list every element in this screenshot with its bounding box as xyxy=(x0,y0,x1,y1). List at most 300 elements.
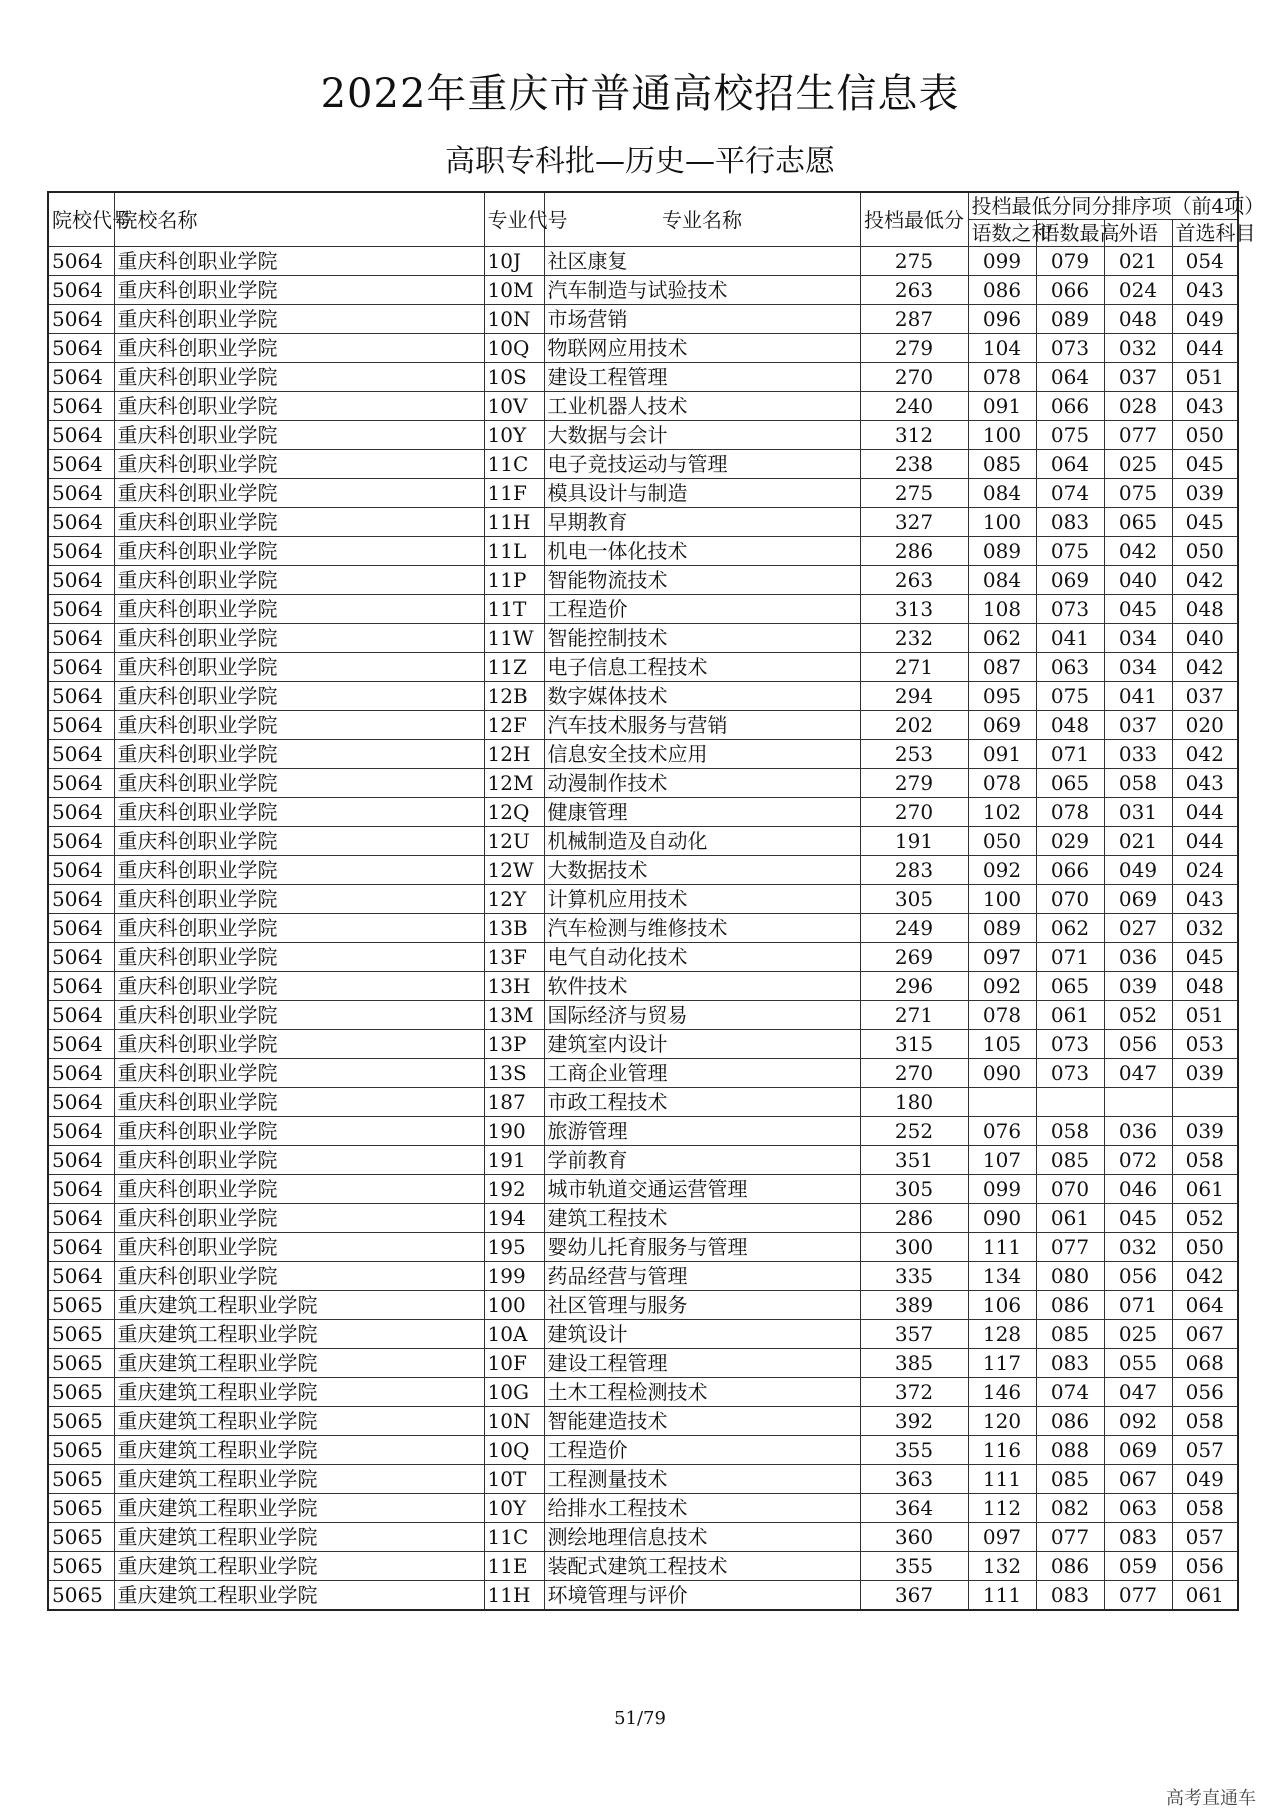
cell-major-name: 动漫制作技术 xyxy=(544,769,860,798)
table-row xyxy=(48,1030,1238,1059)
cell-school-code: 5065 xyxy=(48,1291,114,1320)
table-row xyxy=(48,856,1238,885)
cell-max-chinese-math: 061 xyxy=(1036,1001,1104,1030)
cell-major-code: 12W xyxy=(484,856,544,885)
header-major-name: 专业名称 xyxy=(544,192,860,247)
cell-school-code: 5064 xyxy=(48,653,114,682)
cell-min-score: 253 xyxy=(860,740,968,769)
cell-sum-chinese-math: 132 xyxy=(968,1552,1036,1581)
cell-school-code: 5065 xyxy=(48,1581,114,1611)
cell-school-name: 重庆科创职业学院 xyxy=(114,972,484,1001)
cell-max-chinese-math: 085 xyxy=(1036,1465,1104,1494)
cell-foreign-language: 058 xyxy=(1104,769,1172,798)
cell-major-name: 建设工程管理 xyxy=(544,363,860,392)
table-row xyxy=(48,595,1238,624)
cell-first-subject: 042 xyxy=(1172,1262,1238,1291)
cell-max-chinese-math: 086 xyxy=(1036,1407,1104,1436)
cell-sum-chinese-math: 111 xyxy=(968,1581,1036,1611)
cell-first-subject: 045 xyxy=(1172,450,1238,479)
cell-first-subject: 051 xyxy=(1172,363,1238,392)
cell-max-chinese-math: 048 xyxy=(1036,711,1104,740)
cell-major-code: 11F xyxy=(484,479,544,508)
cell-school-name: 重庆科创职业学院 xyxy=(114,276,484,305)
cell-max-chinese-math: 058 xyxy=(1036,1117,1104,1146)
cell-first-subject: 032 xyxy=(1172,914,1238,943)
cell-min-score: 300 xyxy=(860,1233,968,1262)
cell-school-name: 重庆科创职业学院 xyxy=(114,566,484,595)
cell-foreign-language: 047 xyxy=(1104,1059,1172,1088)
admission-table xyxy=(47,191,1265,1611)
cell-major-name: 建筑设计 xyxy=(544,1320,860,1349)
table-row xyxy=(48,1552,1238,1581)
cell-school-name: 重庆科创职业学院 xyxy=(114,740,484,769)
cell-min-score: 263 xyxy=(860,276,968,305)
table-row xyxy=(48,740,1238,769)
cell-major-code: 11C xyxy=(484,1523,544,1552)
cell-major-name: 工程造价 xyxy=(544,595,860,624)
cell-major-code: 11L xyxy=(484,537,544,566)
cell-school-name: 重庆科创职业学院 xyxy=(114,1030,484,1059)
cell-min-score: 286 xyxy=(860,1204,968,1233)
cell-first-subject: 056 xyxy=(1172,1552,1238,1581)
cell-major-name: 测绘地理信息技术 xyxy=(544,1523,860,1552)
cell-major-code: 10T xyxy=(484,1465,544,1494)
cell-first-subject: 044 xyxy=(1172,798,1238,827)
cell-school-code: 5065 xyxy=(48,1320,114,1349)
cell-min-score: 269 xyxy=(860,943,968,972)
cell-foreign-language: 037 xyxy=(1104,711,1172,740)
cell-first-subject: 058 xyxy=(1172,1146,1238,1175)
cell-sum-chinese-math: 102 xyxy=(968,798,1036,827)
cell-school-code: 5064 xyxy=(48,1117,114,1146)
cell-school-code: 5064 xyxy=(48,566,114,595)
cell-school-code: 5064 xyxy=(48,769,114,798)
cell-first-subject: 037 xyxy=(1172,682,1238,711)
cell-foreign-language: 092 xyxy=(1104,1407,1172,1436)
header-major-code: 专业代号 xyxy=(484,192,544,247)
cell-major-code: 194 xyxy=(484,1204,544,1233)
cell-major-code: 10J xyxy=(484,247,544,276)
cell-school-name: 重庆科创职业学院 xyxy=(114,479,484,508)
cell-min-score: 252 xyxy=(860,1117,968,1146)
cell-school-name: 重庆科创职业学院 xyxy=(114,682,484,711)
cell-school-name: 重庆建筑工程职业学院 xyxy=(114,1320,484,1349)
cell-major-name: 大数据与会计 xyxy=(544,421,860,450)
cell-min-score: 296 xyxy=(860,972,968,1001)
cell-school-code: 5064 xyxy=(48,711,114,740)
cell-foreign-language: 027 xyxy=(1104,914,1172,943)
cell-max-chinese-math: 073 xyxy=(1036,1059,1104,1088)
table-row xyxy=(48,1059,1238,1088)
cell-school-code: 5065 xyxy=(48,1552,114,1581)
table-row xyxy=(48,392,1238,421)
cell-first-subject: 042 xyxy=(1172,653,1238,682)
cell-major-name: 汽车技术服务与营销 xyxy=(544,711,860,740)
table-row xyxy=(48,1204,1238,1233)
table-row xyxy=(48,247,1238,276)
cell-major-code: 10S xyxy=(484,363,544,392)
cell-sum-chinese-math: 062 xyxy=(968,624,1036,653)
cell-sum-chinese-math: 096 xyxy=(968,305,1036,334)
cell-school-name: 重庆科创职业学院 xyxy=(114,624,484,653)
cell-foreign-language: 045 xyxy=(1104,1204,1172,1233)
table-row xyxy=(48,276,1238,305)
cell-min-score: 202 xyxy=(860,711,968,740)
corner-mark: 高考直通车 xyxy=(1166,1788,1256,1809)
table-row xyxy=(48,1001,1238,1030)
cell-major-code: 10N xyxy=(484,1407,544,1436)
cell-first-subject: 042 xyxy=(1172,566,1238,595)
cell-school-code: 5064 xyxy=(48,1001,114,1030)
cell-foreign-language xyxy=(1104,1088,1172,1117)
cell-sum-chinese-math: 097 xyxy=(968,943,1036,972)
cell-school-code: 5065 xyxy=(48,1436,114,1465)
cell-major-name: 学前教育 xyxy=(544,1146,860,1175)
header-foreign-language: 外语 xyxy=(1104,220,1172,247)
cell-major-code: 12U xyxy=(484,827,544,856)
cell-major-name: 旅游管理 xyxy=(544,1117,860,1146)
cell-major-name: 软件技术 xyxy=(544,972,860,1001)
cell-school-code: 5064 xyxy=(48,508,114,537)
cell-foreign-language: 059 xyxy=(1104,1552,1172,1581)
cell-school-code: 5064 xyxy=(48,914,114,943)
cell-sum-chinese-math: 089 xyxy=(968,537,1036,566)
cell-sum-chinese-math: 108 xyxy=(968,595,1036,624)
cell-major-name: 土木工程检测技术 xyxy=(544,1378,860,1407)
cell-school-code: 5064 xyxy=(48,740,114,769)
cell-school-code: 5064 xyxy=(48,972,114,1001)
cell-major-name: 电气自动化技术 xyxy=(544,943,860,972)
table-row xyxy=(48,1175,1238,1204)
header-school-name: 院校名称 xyxy=(114,192,484,247)
cell-max-chinese-math: 086 xyxy=(1036,1552,1104,1581)
cell-major-name: 汽车检测与维修技术 xyxy=(544,914,860,943)
table-row xyxy=(48,334,1238,363)
cell-sum-chinese-math: 134 xyxy=(968,1262,1036,1291)
cell-school-code: 5064 xyxy=(48,682,114,711)
cell-foreign-language: 033 xyxy=(1104,740,1172,769)
cell-foreign-language: 052 xyxy=(1104,1001,1172,1030)
cell-major-name: 婴幼儿托育服务与管理 xyxy=(544,1233,860,1262)
cell-max-chinese-math: 079 xyxy=(1036,247,1104,276)
header-school-code: 院校代号 xyxy=(48,192,114,247)
cell-max-chinese-math: 029 xyxy=(1036,827,1104,856)
cell-foreign-language: 055 xyxy=(1104,1349,1172,1378)
cell-school-name: 重庆建筑工程职业学院 xyxy=(114,1291,484,1320)
cell-sum-chinese-math: 104 xyxy=(968,334,1036,363)
cell-first-subject: 057 xyxy=(1172,1436,1238,1465)
page-subtitle: 高职专科批—历史—平行志愿 xyxy=(445,144,835,179)
cell-foreign-language: 036 xyxy=(1104,1117,1172,1146)
cell-school-code: 5064 xyxy=(48,421,114,450)
cell-major-name: 汽车制造与试验技术 xyxy=(544,276,860,305)
table-row xyxy=(48,1436,1238,1465)
cell-sum-chinese-math: 111 xyxy=(968,1233,1036,1262)
cell-first-subject: 050 xyxy=(1172,421,1238,450)
cell-min-score: 287 xyxy=(860,305,968,334)
cell-min-score: 238 xyxy=(860,450,968,479)
cell-first-subject: 039 xyxy=(1172,1117,1238,1146)
table-row xyxy=(48,421,1238,450)
cell-sum-chinese-math: 120 xyxy=(968,1407,1036,1436)
page-title: 2022年重庆市普通高校招生信息表 xyxy=(320,71,960,117)
cell-first-subject: 058 xyxy=(1172,1494,1238,1523)
cell-max-chinese-math: 041 xyxy=(1036,624,1104,653)
header-sort-group: 投档最低分同分排序项（前4项） xyxy=(968,192,1238,220)
cell-foreign-language: 049 xyxy=(1104,856,1172,885)
cell-min-score: 355 xyxy=(860,1552,968,1581)
cell-major-code: 11Z xyxy=(484,653,544,682)
cell-max-chinese-math: 088 xyxy=(1036,1436,1104,1465)
cell-first-subject: 050 xyxy=(1172,537,1238,566)
cell-min-score: 364 xyxy=(860,1494,968,1523)
cell-min-score: 305 xyxy=(860,1175,968,1204)
cell-school-name: 重庆科创职业学院 xyxy=(114,1001,484,1030)
cell-min-score: 270 xyxy=(860,798,968,827)
cell-foreign-language: 040 xyxy=(1104,566,1172,595)
cell-school-name: 重庆科创职业学院 xyxy=(114,305,484,334)
cell-major-code: 11T xyxy=(484,595,544,624)
cell-sum-chinese-math: 090 xyxy=(968,1204,1036,1233)
cell-foreign-language: 048 xyxy=(1104,305,1172,334)
cell-foreign-language: 056 xyxy=(1104,1262,1172,1291)
cell-max-chinese-math: 082 xyxy=(1036,1494,1104,1523)
cell-first-subject: 064 xyxy=(1172,1291,1238,1320)
cell-school-code: 5064 xyxy=(48,479,114,508)
cell-school-code: 5065 xyxy=(48,1523,114,1552)
cell-foreign-language: 028 xyxy=(1104,392,1172,421)
cell-school-code: 5064 xyxy=(48,392,114,421)
cell-foreign-language: 021 xyxy=(1104,827,1172,856)
cell-sum-chinese-math: 107 xyxy=(968,1146,1036,1175)
cell-major-code: 11C xyxy=(484,450,544,479)
cell-min-score: 283 xyxy=(860,856,968,885)
cell-school-name: 重庆科创职业学院 xyxy=(114,363,484,392)
cell-max-chinese-math: 065 xyxy=(1036,972,1104,1001)
cell-max-chinese-math: 073 xyxy=(1036,1030,1104,1059)
cell-first-subject: 061 xyxy=(1172,1581,1238,1611)
cell-max-chinese-math: 069 xyxy=(1036,566,1104,595)
cell-school-code: 5064 xyxy=(48,624,114,653)
cell-school-name: 重庆科创职业学院 xyxy=(114,769,484,798)
cell-major-code: 10Y xyxy=(484,421,544,450)
cell-min-score: 271 xyxy=(860,1001,968,1030)
table-row xyxy=(48,972,1238,1001)
cell-sum-chinese-math: 085 xyxy=(968,450,1036,479)
cell-school-code: 5064 xyxy=(48,363,114,392)
cell-major-name: 装配式建筑工程技术 xyxy=(544,1552,860,1581)
cell-school-code: 5064 xyxy=(48,798,114,827)
cell-major-name: 工业机器人技术 xyxy=(544,392,860,421)
cell-major-name: 环境管理与评价 xyxy=(544,1581,860,1611)
cell-sum-chinese-math: 146 xyxy=(968,1378,1036,1407)
cell-min-score: 313 xyxy=(860,595,968,624)
cell-foreign-language: 031 xyxy=(1104,798,1172,827)
cell-sum-chinese-math: 084 xyxy=(968,479,1036,508)
cell-min-score: 180 xyxy=(860,1088,968,1117)
cell-school-name: 重庆科创职业学院 xyxy=(114,653,484,682)
table-body xyxy=(48,247,1238,1611)
cell-school-code: 5065 xyxy=(48,1465,114,1494)
table-row xyxy=(48,305,1238,334)
cell-max-chinese-math: 075 xyxy=(1036,537,1104,566)
cell-major-name: 信息安全技术应用 xyxy=(544,740,860,769)
cell-max-chinese-math: 085 xyxy=(1036,1146,1104,1175)
cell-foreign-language: 042 xyxy=(1104,537,1172,566)
cell-first-subject: 043 xyxy=(1172,276,1238,305)
table-row xyxy=(48,450,1238,479)
cell-school-name: 重庆科创职业学院 xyxy=(114,1262,484,1291)
cell-school-name: 重庆建筑工程职业学院 xyxy=(114,1494,484,1523)
cell-first-subject: 054 xyxy=(1172,247,1238,276)
cell-major-name: 数字媒体技术 xyxy=(544,682,860,711)
cell-first-subject: 043 xyxy=(1172,392,1238,421)
cell-school-code: 5064 xyxy=(48,595,114,624)
cell-sum-chinese-math: 111 xyxy=(968,1465,1036,1494)
cell-min-score: 363 xyxy=(860,1465,968,1494)
cell-first-subject: 061 xyxy=(1172,1175,1238,1204)
cell-major-name: 电子信息工程技术 xyxy=(544,653,860,682)
cell-school-code: 5064 xyxy=(48,1233,114,1262)
cell-major-name: 社区康复 xyxy=(544,247,860,276)
cell-major-code: 10Y xyxy=(484,1494,544,1523)
cell-min-score: 327 xyxy=(860,508,968,537)
cell-first-subject: 020 xyxy=(1172,711,1238,740)
cell-school-name: 重庆科创职业学院 xyxy=(114,1233,484,1262)
cell-school-name: 重庆科创职业学院 xyxy=(114,798,484,827)
cell-foreign-language: 032 xyxy=(1104,1233,1172,1262)
cell-min-score: 389 xyxy=(860,1291,968,1320)
cell-min-score: 263 xyxy=(860,566,968,595)
cell-sum-chinese-math: 100 xyxy=(968,885,1036,914)
cell-sum-chinese-math: 099 xyxy=(968,247,1036,276)
table-row xyxy=(48,508,1238,537)
cell-school-name: 重庆科创职业学院 xyxy=(114,1175,484,1204)
cell-school-name: 重庆建筑工程职业学院 xyxy=(114,1407,484,1436)
table-row xyxy=(48,1581,1238,1611)
cell-max-chinese-math: 073 xyxy=(1036,595,1104,624)
cell-sum-chinese-math: 095 xyxy=(968,682,1036,711)
table-row xyxy=(48,537,1238,566)
table-row xyxy=(48,1523,1238,1552)
table-row xyxy=(48,682,1238,711)
cell-min-score: 335 xyxy=(860,1262,968,1291)
cell-school-name: 重庆科创职业学院 xyxy=(114,827,484,856)
table-row xyxy=(48,1407,1238,1436)
cell-sum-chinese-math: 097 xyxy=(968,1523,1036,1552)
cell-first-subject: 048 xyxy=(1172,972,1238,1001)
cell-major-name: 建筑室内设计 xyxy=(544,1030,860,1059)
cell-major-code: 13B xyxy=(484,914,544,943)
cell-school-code: 5064 xyxy=(48,856,114,885)
cell-first-subject: 044 xyxy=(1172,334,1238,363)
cell-major-code: 13F xyxy=(484,943,544,972)
cell-school-name: 重庆建筑工程职业学院 xyxy=(114,1436,484,1465)
cell-foreign-language: 056 xyxy=(1104,1030,1172,1059)
cell-min-score: 275 xyxy=(860,247,968,276)
cell-max-chinese-math: 075 xyxy=(1036,421,1104,450)
cell-major-code: 187 xyxy=(484,1088,544,1117)
cell-sum-chinese-math: 092 xyxy=(968,856,1036,885)
cell-major-code: 10Q xyxy=(484,1436,544,1465)
cell-major-code: 12F xyxy=(484,711,544,740)
cell-max-chinese-math: 064 xyxy=(1036,363,1104,392)
header-first-subject: 首选科目 xyxy=(1172,220,1238,247)
cell-first-subject: 068 xyxy=(1172,1349,1238,1378)
cell-major-name: 国际经济与贸易 xyxy=(544,1001,860,1030)
table-row xyxy=(48,1088,1238,1117)
cell-school-code: 5064 xyxy=(48,305,114,334)
cell-major-name: 市政工程技术 xyxy=(544,1088,860,1117)
cell-min-score: 392 xyxy=(860,1407,968,1436)
cell-first-subject: 039 xyxy=(1172,479,1238,508)
cell-min-score: 305 xyxy=(860,885,968,914)
cell-foreign-language: 034 xyxy=(1104,624,1172,653)
cell-major-code: 13M xyxy=(484,1001,544,1030)
cell-major-name: 早期教育 xyxy=(544,508,860,537)
cell-school-name: 重庆科创职业学院 xyxy=(114,595,484,624)
cell-min-score: 367 xyxy=(860,1581,968,1611)
cell-major-code: 12B xyxy=(484,682,544,711)
cell-major-name: 健康管理 xyxy=(544,798,860,827)
cell-first-subject: 024 xyxy=(1172,856,1238,885)
cell-foreign-language: 041 xyxy=(1104,682,1172,711)
cell-school-name: 重庆科创职业学院 xyxy=(114,1204,484,1233)
cell-major-code: 195 xyxy=(484,1233,544,1262)
cell-school-name: 重庆建筑工程职业学院 xyxy=(114,1465,484,1494)
cell-max-chinese-math: 065 xyxy=(1036,769,1104,798)
cell-foreign-language: 034 xyxy=(1104,653,1172,682)
cell-major-name: 机械制造及自动化 xyxy=(544,827,860,856)
cell-first-subject xyxy=(1172,1088,1238,1117)
cell-foreign-language: 069 xyxy=(1104,885,1172,914)
cell-school-code: 5064 xyxy=(48,1175,114,1204)
cell-sum-chinese-math: 090 xyxy=(968,1059,1036,1088)
cell-foreign-language: 077 xyxy=(1104,1581,1172,1611)
cell-first-subject: 042 xyxy=(1172,740,1238,769)
cell-foreign-language: 025 xyxy=(1104,1320,1172,1349)
cell-foreign-language: 075 xyxy=(1104,479,1172,508)
cell-major-name: 工商企业管理 xyxy=(544,1059,860,1088)
cell-max-chinese-math: 083 xyxy=(1036,1581,1104,1611)
cell-school-name: 重庆科创职业学院 xyxy=(114,508,484,537)
cell-major-name: 工程测量技术 xyxy=(544,1465,860,1494)
cell-max-chinese-math: 077 xyxy=(1036,1233,1104,1262)
cell-max-chinese-math: 070 xyxy=(1036,885,1104,914)
cell-sum-chinese-math: 078 xyxy=(968,1001,1036,1030)
header-min-score: 投档最低分 xyxy=(860,192,968,247)
cell-school-code: 5064 xyxy=(48,943,114,972)
table-row xyxy=(48,1465,1238,1494)
cell-min-score: 270 xyxy=(860,1059,968,1088)
cell-max-chinese-math: 075 xyxy=(1036,682,1104,711)
cell-min-score: 357 xyxy=(860,1320,968,1349)
cell-max-chinese-math: 080 xyxy=(1036,1262,1104,1291)
table-row xyxy=(48,1233,1238,1262)
cell-school-name: 重庆建筑工程职业学院 xyxy=(114,1349,484,1378)
table-row xyxy=(48,769,1238,798)
cell-school-code: 5064 xyxy=(48,1059,114,1088)
cell-first-subject: 049 xyxy=(1172,305,1238,334)
table-row xyxy=(48,914,1238,943)
table-row xyxy=(48,711,1238,740)
cell-sum-chinese-math: 100 xyxy=(968,508,1036,537)
table-row xyxy=(48,827,1238,856)
cell-max-chinese-math: 064 xyxy=(1036,450,1104,479)
table-row xyxy=(48,1378,1238,1407)
cell-school-code: 5065 xyxy=(48,1378,114,1407)
cell-school-code: 5064 xyxy=(48,450,114,479)
